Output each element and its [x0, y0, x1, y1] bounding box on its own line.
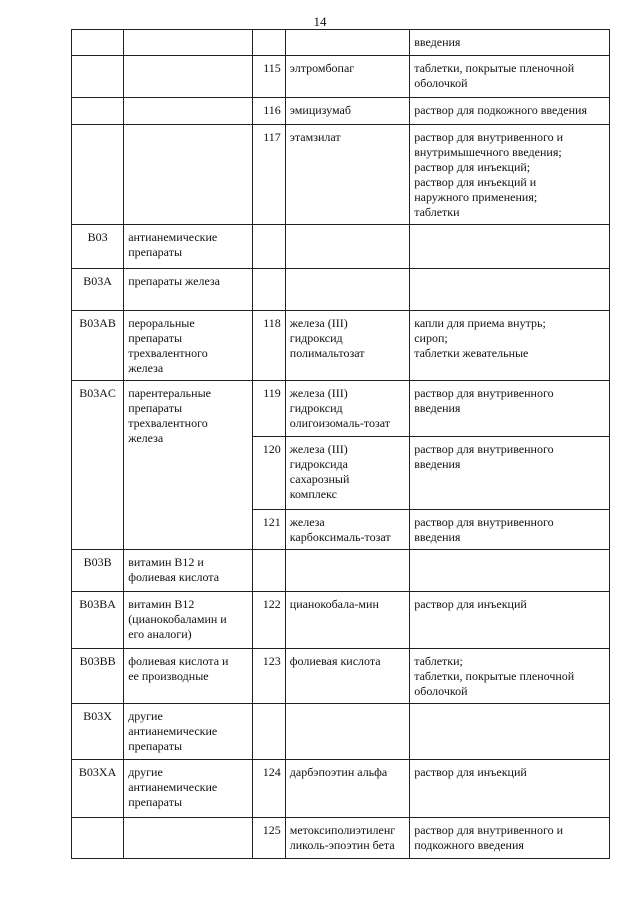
item-number-cell: 119 [252, 381, 285, 437]
item-number-cell [252, 550, 285, 592]
drug-name-cell [285, 550, 409, 592]
group-name-cell: витамин B12 (цианокобаламин и его аналоги) [124, 592, 252, 649]
drug-name-cell [285, 30, 409, 56]
item-number-cell: 115 [252, 56, 285, 98]
item-number-cell [252, 269, 285, 311]
atc-code-cell: B03AB [72, 311, 124, 381]
table-row [72, 269, 610, 311]
group-name-cell: пероральные препараты трехвалентного железа [124, 311, 252, 381]
dosage-form-cell: раствор для внутривенного и внутримышечного введения; раствор для инъекций; раствор для инъекций и наружного применения; таблетки [410, 125, 610, 225]
table-row [72, 592, 610, 649]
table-row [72, 311, 610, 381]
dosage-form-cell: раствор для подкожного введения [410, 98, 610, 125]
table-row [72, 818, 610, 859]
drug-name-cell: железа карбоксималь-тозат [285, 510, 409, 550]
drug-name-cell: цианокобала-мин [285, 592, 409, 649]
item-number-cell: 123 [252, 649, 285, 704]
dosage-form-cell [410, 269, 610, 311]
item-number-cell [252, 704, 285, 760]
drug-name-cell [285, 269, 409, 311]
dosage-form-cell [410, 550, 610, 592]
drug-name-cell: железа (III) гидроксид олигоизомаль-тозат [285, 381, 409, 437]
group-name-cell: витамин B12 и фолиевая кислота [124, 550, 252, 592]
drug-name-cell: железа (III) гидроксид полимальтозат [285, 311, 409, 381]
item-number-cell: 118 [252, 311, 285, 381]
drug-name-cell: элтромбопаг [285, 56, 409, 98]
group-name-cell [124, 56, 252, 98]
item-number-cell: 124 [252, 760, 285, 818]
table-row [72, 30, 610, 56]
group-name-cell [124, 818, 252, 859]
page-number: 14 [313, 14, 327, 29]
dosage-form-cell: введения [410, 30, 610, 56]
atc-code-cell: B03BA [72, 592, 124, 649]
drug-name-cell: железа (III) гидроксида сахарозный комплекс [285, 437, 409, 510]
drug-name-cell: дарбэпоэтин альфа [285, 760, 409, 818]
dosage-form-cell: таблетки, покрытые пленочной оболочкой [410, 56, 610, 98]
table-row [72, 225, 610, 269]
item-number-cell: 121 [252, 510, 285, 550]
item-number-cell [252, 225, 285, 269]
group-name-cell: другие антианемические препараты [124, 704, 252, 760]
drug-table [71, 29, 610, 859]
table-row [72, 704, 610, 760]
group-name-cell: парентеральные препараты трехвалентного железа [124, 381, 252, 550]
table-row [72, 760, 610, 818]
group-name-cell: другие антианемические препараты [124, 760, 252, 818]
item-number-cell: 116 [252, 98, 285, 125]
atc-code-cell: B03 [72, 225, 124, 269]
drug-name-cell: метоксиполиэтиленг ликоль-эпоэтин бета [285, 818, 409, 859]
group-name-cell: препараты железа [124, 269, 252, 311]
atc-code-cell: B03XA [72, 760, 124, 818]
dosage-form-cell: раствор для внутривенного введения [410, 381, 610, 437]
table-row [72, 98, 610, 125]
dosage-form-cell: раствор для внутривенного введения [410, 437, 610, 510]
drug-name-cell: эмицизумаб [285, 98, 409, 125]
dosage-form-cell: раствор для инъекций [410, 592, 610, 649]
dosage-form-cell: раствор для внутривенного введения [410, 510, 610, 550]
drug-name-cell [285, 704, 409, 760]
drug-name-cell: этамзилат [285, 125, 409, 225]
dosage-form-cell: таблетки; таблетки, покрытые пленочной оболочкой [410, 649, 610, 704]
atc-code-cell [72, 56, 124, 98]
atc-code-cell: B03A [72, 269, 124, 311]
drug-name-cell: фолиевая кислота [285, 649, 409, 704]
table-row [72, 550, 610, 592]
atc-code-cell [72, 30, 124, 56]
group-name-cell [124, 125, 252, 225]
dosage-form-cell: раствор для инъекций [410, 760, 610, 818]
item-number-cell: 117 [252, 125, 285, 225]
table-row [72, 56, 610, 98]
atc-code-cell: B03X [72, 704, 124, 760]
item-number-cell: 125 [252, 818, 285, 859]
item-number-cell: 120 [252, 437, 285, 510]
item-number-cell [252, 30, 285, 56]
atc-code-cell: B03BB [72, 649, 124, 704]
table-row [72, 125, 610, 225]
atc-code-cell: B03AC [72, 381, 124, 550]
atc-code-cell: B03B [72, 550, 124, 592]
group-name-cell: фолиевая кислота и ее производные [124, 649, 252, 704]
dosage-form-cell: раствор для внутривенного и подкожного введения [410, 818, 610, 859]
table-row [72, 381, 610, 437]
atc-code-cell [72, 98, 124, 125]
drug-name-cell [285, 225, 409, 269]
dosage-form-cell [410, 704, 610, 760]
table-row [72, 649, 610, 704]
item-number-cell: 122 [252, 592, 285, 649]
group-name-cell [124, 30, 252, 56]
group-name-cell [124, 98, 252, 125]
atc-code-cell [72, 125, 124, 225]
atc-code-cell [72, 818, 124, 859]
dosage-form-cell: капли для приема внутрь; сироп; таблетки жевательные [410, 311, 610, 381]
dosage-form-cell [410, 225, 610, 269]
group-name-cell: антианемические препараты [124, 225, 252, 269]
